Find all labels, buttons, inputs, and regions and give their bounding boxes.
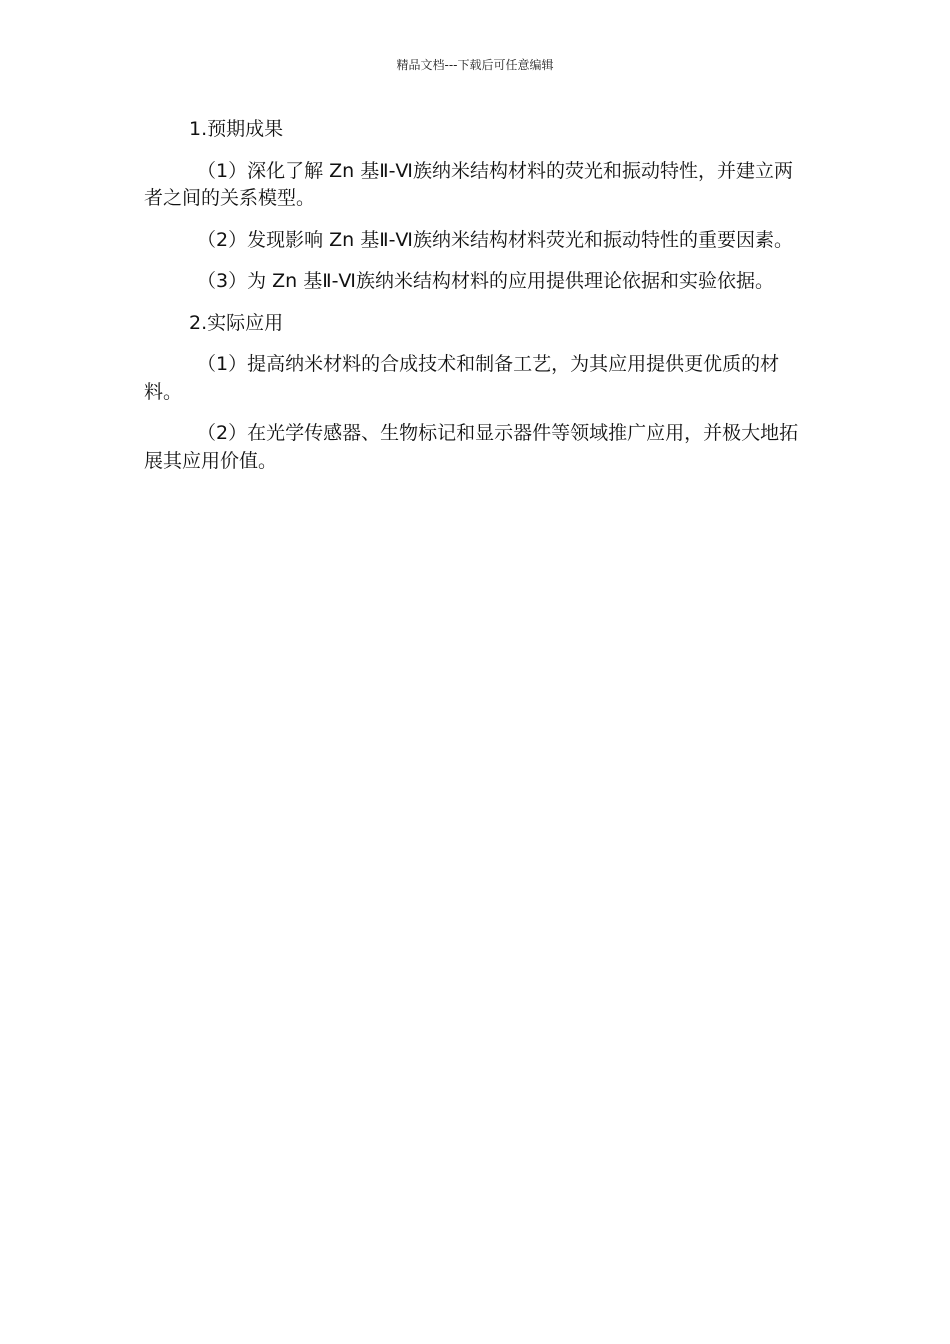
- expected-result-item: （1）深化了解 Zn 基Ⅱ-Ⅵ族纳米结构材料的荧光和振动特性，并建立两者之间的关系模型。: [144, 159, 793, 209]
- page-header: 精品文档---下载后可任意编辑: [396, 58, 554, 72]
- practical-application-item: （2）在光学传感器、生物标记和显示器件等领域推广应用，并极大地拓展其应用价值。: [144, 422, 799, 472]
- section-heading-practical-application: 2.实际应用: [189, 311, 284, 334]
- practical-application-item: （1）提高纳米材料的合成技术和制备工艺，为其应用提供更优质的材料。: [144, 353, 780, 403]
- expected-result-item: （2）发现影响 Zn 基Ⅱ-Ⅵ族纳米结构材料荧光和振动特性的重要因素。: [197, 228, 793, 251]
- section-heading-expected-results: 1.预期成果: [189, 118, 284, 140]
- document-body: [144, 116, 806, 489]
- expected-result-item: （3）为 Zn 基Ⅱ-Ⅵ族纳米结构材料的应用提供理论依据和实验依据。: [197, 270, 774, 292]
